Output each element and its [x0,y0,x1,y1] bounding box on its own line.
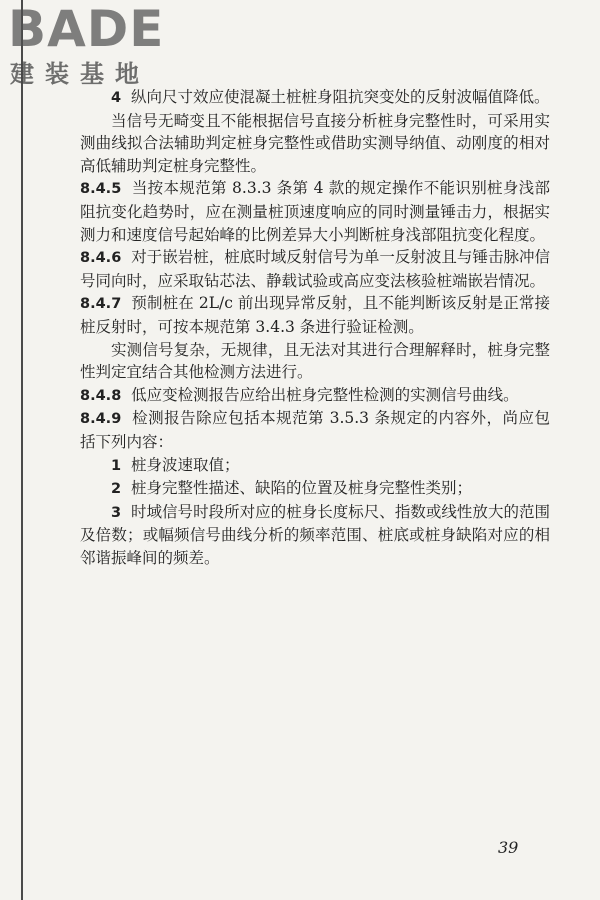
clause-8-4-5 [80,177,550,246]
list-text: 桩身波速取值； [130,455,240,474]
paragraph-text: 当信号无畸变且不能根据信号直接分析桩身完整性时，可采用实测曲线拟合法辅助判定桩身完整性或借助实测导纳值、动刚度的相对高低辅助判定桩身完整性。 [80,111,550,175]
list-number: 2 [111,481,122,498]
clause-text: 对于嵌岩桩，桩底时域反射信号为单一反射波且与锤击脉冲信号同向时，应采取钻芯法、静载试验或高应变法核验桩端嵌岩情况。 [80,248,550,290]
clause-number: 8.4.5 [80,181,122,198]
list-number: 3 [111,504,122,521]
clause-8-4-8 [80,384,550,408]
clause-number: 8.4.8 [80,387,122,404]
list-item-3 [80,501,550,570]
list-item-2 [80,477,550,501]
logo-subtitle: 建装基地 [10,60,150,88]
list-number: 4 [111,90,122,106]
clause-8-4-9 [80,407,550,453]
paragraph [80,339,550,384]
clause-8-4-6 [80,246,550,292]
list-text: 时域信号时段所对应的桩身长度标尺、指数或线性放大的范围及倍数；或幅频信号曲线分析的频率范围、桩底或桩身缺陷对应的相邻谐振峰间的频差。 [80,502,550,567]
page-number: 39 [498,838,519,857]
list-number: 1 [111,457,122,474]
clause-text: 当按本规范第 8.3.3 条第 4 款的规定操作不能识别桩身浅部阻抗变化趋势时，应在测量桩顶速度响应的同时测量锤击力，根据实测力和速度信号起始峰的比例差异大小判断桩身浅部阻抗变化程度。 [80,179,550,244]
clause-text: 低应变检测报告应给出桩身完整性检测的实测信号曲线。 [131,385,519,404]
clause-8-4-7 [80,292,550,338]
list-text: 桩身完整性描述、缺陷的位置及桩身完整性类别； [130,479,472,498]
watermark-logo [8,0,178,94]
clause-number: 8.4.7 [80,296,122,313]
clause-text: 检测报告除应包括本规范第 3.5.3 条规定的内容外，尚应包括下列内容： [80,409,550,451]
list-text: 纵向尺寸效应使混凝土桩桩身阻抗突变处的反射波幅值降低。 [130,88,550,106]
clause-number: 8.4.9 [80,411,122,428]
logo-wordmark: BADE [8,0,165,58]
list-item-4 [80,86,550,110]
paragraph-text: 实测信号复杂，无规律，且无法对其进行合理解释时，桩身完整性判定宜结合其他检测方法进行。 [80,340,550,382]
paragraph [80,110,550,178]
list-item-1 [80,454,550,478]
clause-number: 8.4.6 [80,250,122,267]
body-text [80,86,550,569]
clause-text: 预制桩在 2L/c 前出现异常反射，且不能判断该反射是正常接桩反射时，可按本规范第 3.4.3 条进行验证检测。 [80,294,550,336]
binding-line [21,0,23,900]
